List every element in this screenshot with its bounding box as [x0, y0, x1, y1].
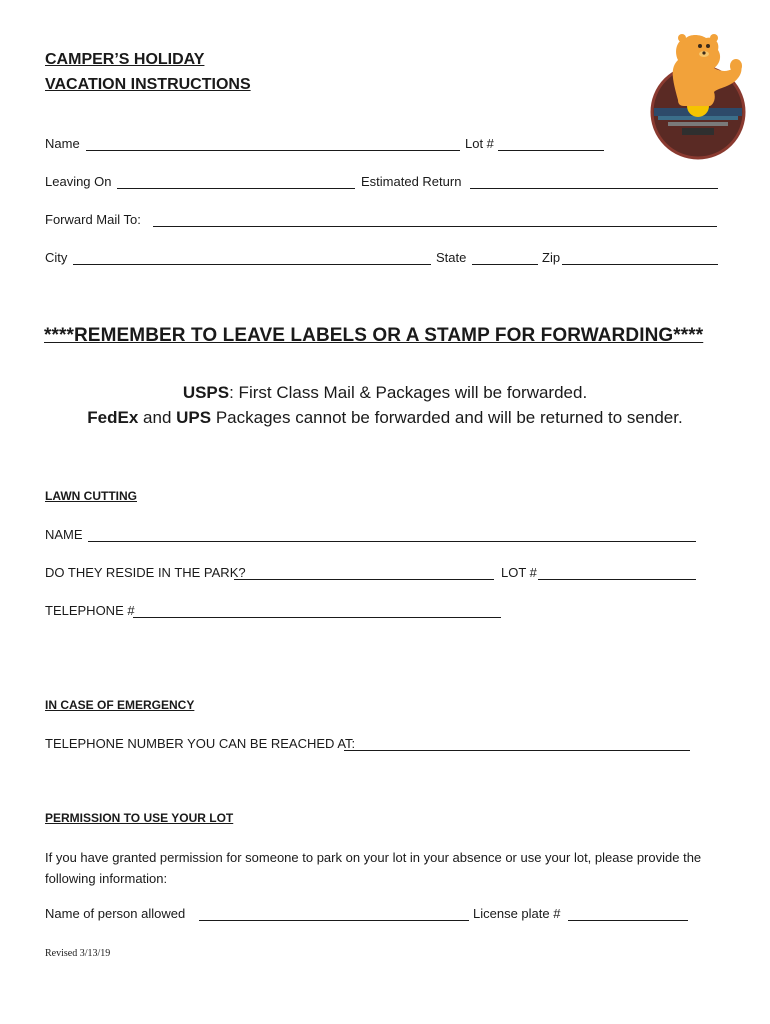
permission-paragraph: If you have granted permission for someone to park on your lot in your absence or use your lot, please provide the following information: [45, 850, 702, 886]
city-label: City [45, 250, 68, 265]
fedex-label: FedEx [87, 408, 139, 427]
lawn-lot-label: LOT # [501, 565, 537, 580]
usps-text: : First Class Mail & Packages will be forwarded. [229, 383, 588, 402]
forward-mail-label: Forward Mail To: [45, 212, 141, 227]
emergency-heading: IN CASE OF EMERGENCY [45, 698, 195, 712]
revised-date: Revised 3/13/19 [45, 948, 111, 959]
forward-mail-field[interactable] [153, 226, 717, 227]
name-label: Name [45, 136, 80, 151]
lawn-cutting-heading: LAWN CUTTING [45, 489, 137, 503]
campers-holiday-logo [648, 28, 748, 160]
reside-label: DO THEY RESIDE IN THE PARK? [45, 565, 246, 580]
lot-field[interactable] [498, 150, 604, 151]
lawn-name-field[interactable] [88, 541, 696, 542]
city-field[interactable] [73, 264, 431, 265]
license-plate-field[interactable] [568, 920, 688, 921]
fedex-ups-note [0, 406, 770, 430]
zip-field[interactable] [562, 264, 718, 265]
leaving-on-label: Leaving On [45, 174, 112, 189]
emergency-telephone-label: TELEPHONE NUMBER YOU CAN BE REACHED AT: [45, 736, 356, 751]
title-line-1: CAMPER’S HOLIDAY [45, 51, 205, 68]
forwarding-reminder: ****REMEMBER TO LEAVE LABELS OR A STAMP FOR FORWARDING**** [44, 325, 704, 346]
lawn-lot-field[interactable] [538, 579, 696, 580]
reside-field[interactable] [234, 579, 494, 580]
lawn-telephone-field[interactable] [133, 617, 501, 618]
lawn-name-label: NAME [45, 527, 83, 542]
title-line-2: VACATION INSTRUCTIONS [45, 76, 251, 93]
zip-label: Zip [542, 250, 561, 265]
lot-label: Lot # [465, 136, 494, 151]
usps-note [0, 381, 770, 405]
person-allowed-field[interactable] [199, 920, 469, 921]
estimated-return-label: Estimated Return [361, 174, 462, 189]
state-field[interactable] [472, 264, 538, 265]
name-field[interactable] [86, 150, 460, 151]
ups-label: UPS [176, 408, 212, 427]
lawn-telephone-label: TELEPHONE # [45, 603, 135, 618]
estimated-return-field[interactable] [470, 188, 718, 189]
emergency-telephone-field[interactable] [344, 750, 690, 751]
fedex-ups-text: Packages cannot be forwarded and will be returned to sender. [211, 408, 683, 427]
permission-heading: PERMISSION TO USE YOUR LOT [45, 811, 234, 825]
usps-label: USPS [182, 383, 230, 402]
and-text: and [138, 408, 177, 427]
person-allowed-label: Name of person allowed [45, 906, 186, 921]
leaving-on-field[interactable] [117, 188, 355, 189]
state-label: State [436, 250, 467, 265]
license-plate-label: License plate # [473, 906, 561, 921]
